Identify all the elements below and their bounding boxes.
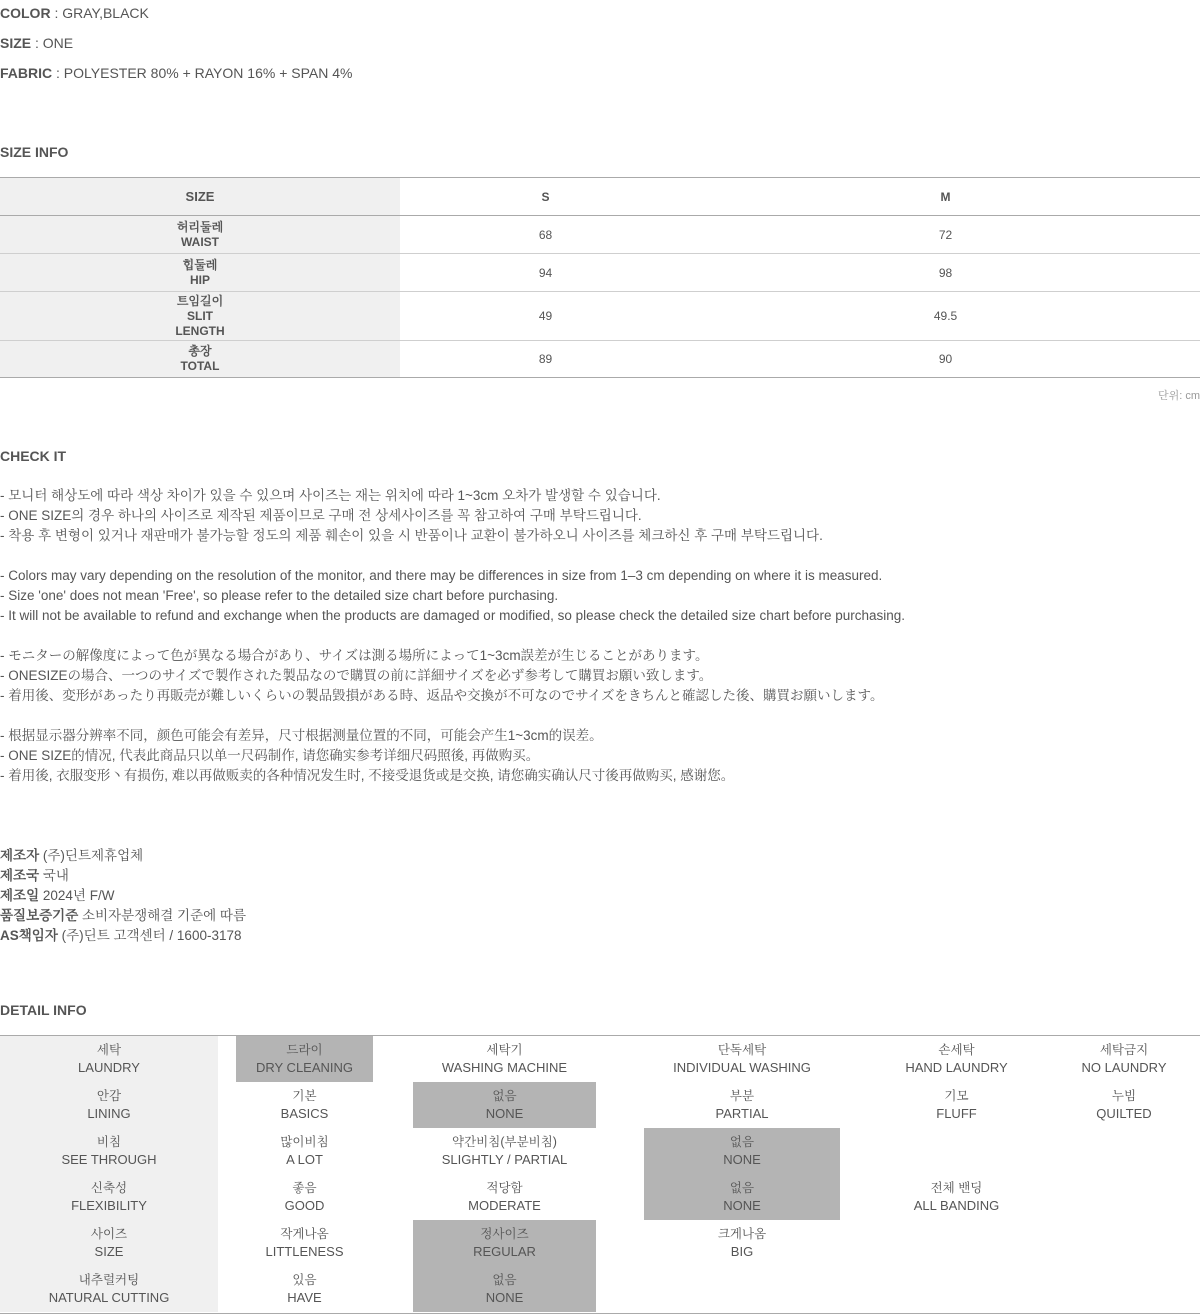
- spec-fabric: FABRIC : POLYESTER 80% + RAYON 16% + SPAN 4%: [0, 65, 353, 81]
- detail-label-flexibility: 신축성 FLEXIBILITY: [0, 1174, 218, 1220]
- row-label-hip: 힙둘레 HIP: [0, 254, 400, 292]
- product-info: [0, 846, 246, 946]
- detail-option-dry-cleaning: 드라이 DRY CLEANING: [236, 1036, 373, 1082]
- detail-option-littleness: 작게나옴 LITTLENESS: [265, 1227, 344, 1259]
- check-it-ko: - 모니터 해상도에 따라 색상 차이가 있을 수 있으며 사이즈는 재는 위치에 따라 1~3cm 오차가 발생할 수 있습니다. - ONE SIZE의 경우 하나의 사이즈로 제작된 제품이므로 구매 전 상세사이즈를 꼭 참고하여 구매 부탁드립니다. - 착용 후 변형이 있거나 재판매가 불가능할 정도의 제품 훼손이 있을 시 반품이나 교환이 불가하오니 사이즈를 체크하신 후 구매 부탁드립니다.: [0, 488, 823, 543]
- info-country: 제조국 국내: [0, 868, 69, 883]
- detail-option-no-laundry: 세탁금지 NO LAUNDRY: [1081, 1043, 1167, 1075]
- row-label-slit: 트임길이 SLIT LENGTH: [0, 292, 400, 341]
- detail-label-size: 사이즈 SIZE: [0, 1220, 218, 1266]
- detail-info-title: DETAIL INFO: [0, 1002, 87, 1018]
- check-it-zh: - 根据显示器分辨率不同，颜色可能会有差异，尺寸根据测量位置的不同，可能会产生1~3cm的误差。 - ONE SIZE的情况, 代表此商品只以单一尺码制作, 请您确实参考详细尺码照後, 再做购买。 - 着用後, 衣服变形丶有损伤, 难以再做贩卖的各种情况发生时, 不接受退货或是交换, 请您确实确认尺寸後再做购买, 感谢您。: [0, 728, 735, 783]
- cell-hip-s: 94: [538, 265, 553, 280]
- detail-option-good: 좋음 GOOD: [284, 1181, 325, 1213]
- unit-label: 단위: cm: [1157, 390, 1200, 402]
- detail-option-natural-cutting-none: 없음 NONE: [413, 1266, 596, 1312]
- table-row: [0, 292, 1200, 341]
- detail-option-slightly: 약간비침(부분비침) SLIGHTLY / PARTIAL: [441, 1135, 568, 1167]
- size-table: [0, 177, 1200, 378]
- detail-label-see-through: 비침 SEE THROUGH: [0, 1128, 218, 1174]
- check-it-ja: - モニターの解像度によって色が異なる場合があり、サイズは測る場所によって1~3cm誤差が生じることがあります。 - ONESIZEの場合、一つのサイズで製作された製品なので購買の前に詳細サイズを必ず参考して購買お願い致します。 - 着用後、変形があったり再販売が難しいくらいの製品毀損がある時、返品や交換が不可なのでサイズをきちんと確認した後、購買お願いします。: [0, 648, 884, 703]
- detail-option-flexibility-none: 없음 NONE: [644, 1174, 840, 1220]
- detail-option-all-banding: 전체 밴딩 ALL BANDING: [913, 1181, 1000, 1213]
- cell-total-s: 89: [538, 352, 553, 366]
- info-date: 제조일 2024년 F/W: [0, 888, 115, 903]
- detail-label-lining: 안감 LINING: [0, 1082, 218, 1128]
- row-label-total: 총장 TOTAL: [0, 341, 400, 378]
- check-it-en: - Colors may vary depending on the resolution of the monitor, and there may be differences in size from 1–3 cm depending on where it is measured. - Size 'one' does not mean 'Free', so please refer to the detailed size chart before purchasing. - It will not be available to refund and exchange when the products are damaged or modified, so please check the detailed size chart before purchasing.: [0, 568, 906, 623]
- detail-option-fluff: 기모 FLUFF: [936, 1089, 977, 1121]
- detail-label-laundry: 세탁 LAUNDRY: [0, 1036, 218, 1082]
- cell-total-m: 90: [938, 352, 953, 366]
- cell-waist-m: 72: [938, 227, 953, 242]
- detail-option-individual-washing: 단독세탁 INDIVIDUAL WASHING: [673, 1043, 811, 1075]
- table-row: [0, 216, 1200, 254]
- size-header-m: M: [940, 189, 951, 204]
- cell-slit-m: 49.5: [933, 309, 958, 323]
- cell-hip-m: 98: [938, 265, 953, 280]
- detail-option-quilted: 누빔 QUILTED: [1096, 1089, 1152, 1121]
- info-quality: 품질보증기준 소비자분쟁해결 기준에 따름: [0, 908, 246, 923]
- detail-option-a-lot: 많이비침 A LOT: [280, 1135, 329, 1167]
- detail-option-hand-laundry: 손세탁 HAND LAUNDRY: [905, 1043, 1008, 1075]
- detail-option-lining-none: 없음 NONE: [413, 1082, 596, 1128]
- size-header-label: SIZE: [0, 178, 400, 216]
- size-header-s: S: [541, 189, 550, 204]
- detail-option-moderate: 적당함 MODERATE: [468, 1181, 541, 1213]
- size-info-title: SIZE INFO: [0, 144, 69, 160]
- table-row: [0, 341, 1200, 378]
- table-row: [0, 254, 1200, 292]
- detail-option-partial: 부분 PARTIAL: [715, 1089, 769, 1121]
- detail-option-have: 있음 HAVE: [287, 1273, 322, 1305]
- size-table-header: [0, 178, 1200, 216]
- detail-option-see-through-none: 없음 NONE: [644, 1128, 840, 1174]
- detail-option-basics: 기본 BASICS: [280, 1089, 329, 1121]
- check-it-title: CHECK IT: [0, 448, 67, 464]
- spec-color: COLOR : GRAY,BLACK: [0, 5, 149, 21]
- info-as: AS책임자 (주)딘트 고객센터 / 1600-3178: [0, 928, 242, 943]
- spec-size: SIZE : ONE: [0, 35, 74, 51]
- cell-waist-s: 68: [538, 227, 553, 242]
- detail-option-washing-machine: 세탁기 WASHING MACHINE: [441, 1043, 568, 1075]
- info-manufacturer: 제조자 (주)딘트제휴업체: [0, 848, 144, 863]
- detail-label-natural-cutting: 내추럴커팅 NATURAL CUTTING: [0, 1266, 218, 1312]
- detail-option-big: 크게나옴 BIG: [717, 1227, 767, 1259]
- row-label-waist: 허리둘레 WAIST: [0, 216, 400, 254]
- cell-slit-s: 49: [538, 309, 553, 323]
- detail-grid: [0, 1035, 1200, 1314]
- detail-option-regular: 정사이즈 REGULAR: [413, 1220, 596, 1266]
